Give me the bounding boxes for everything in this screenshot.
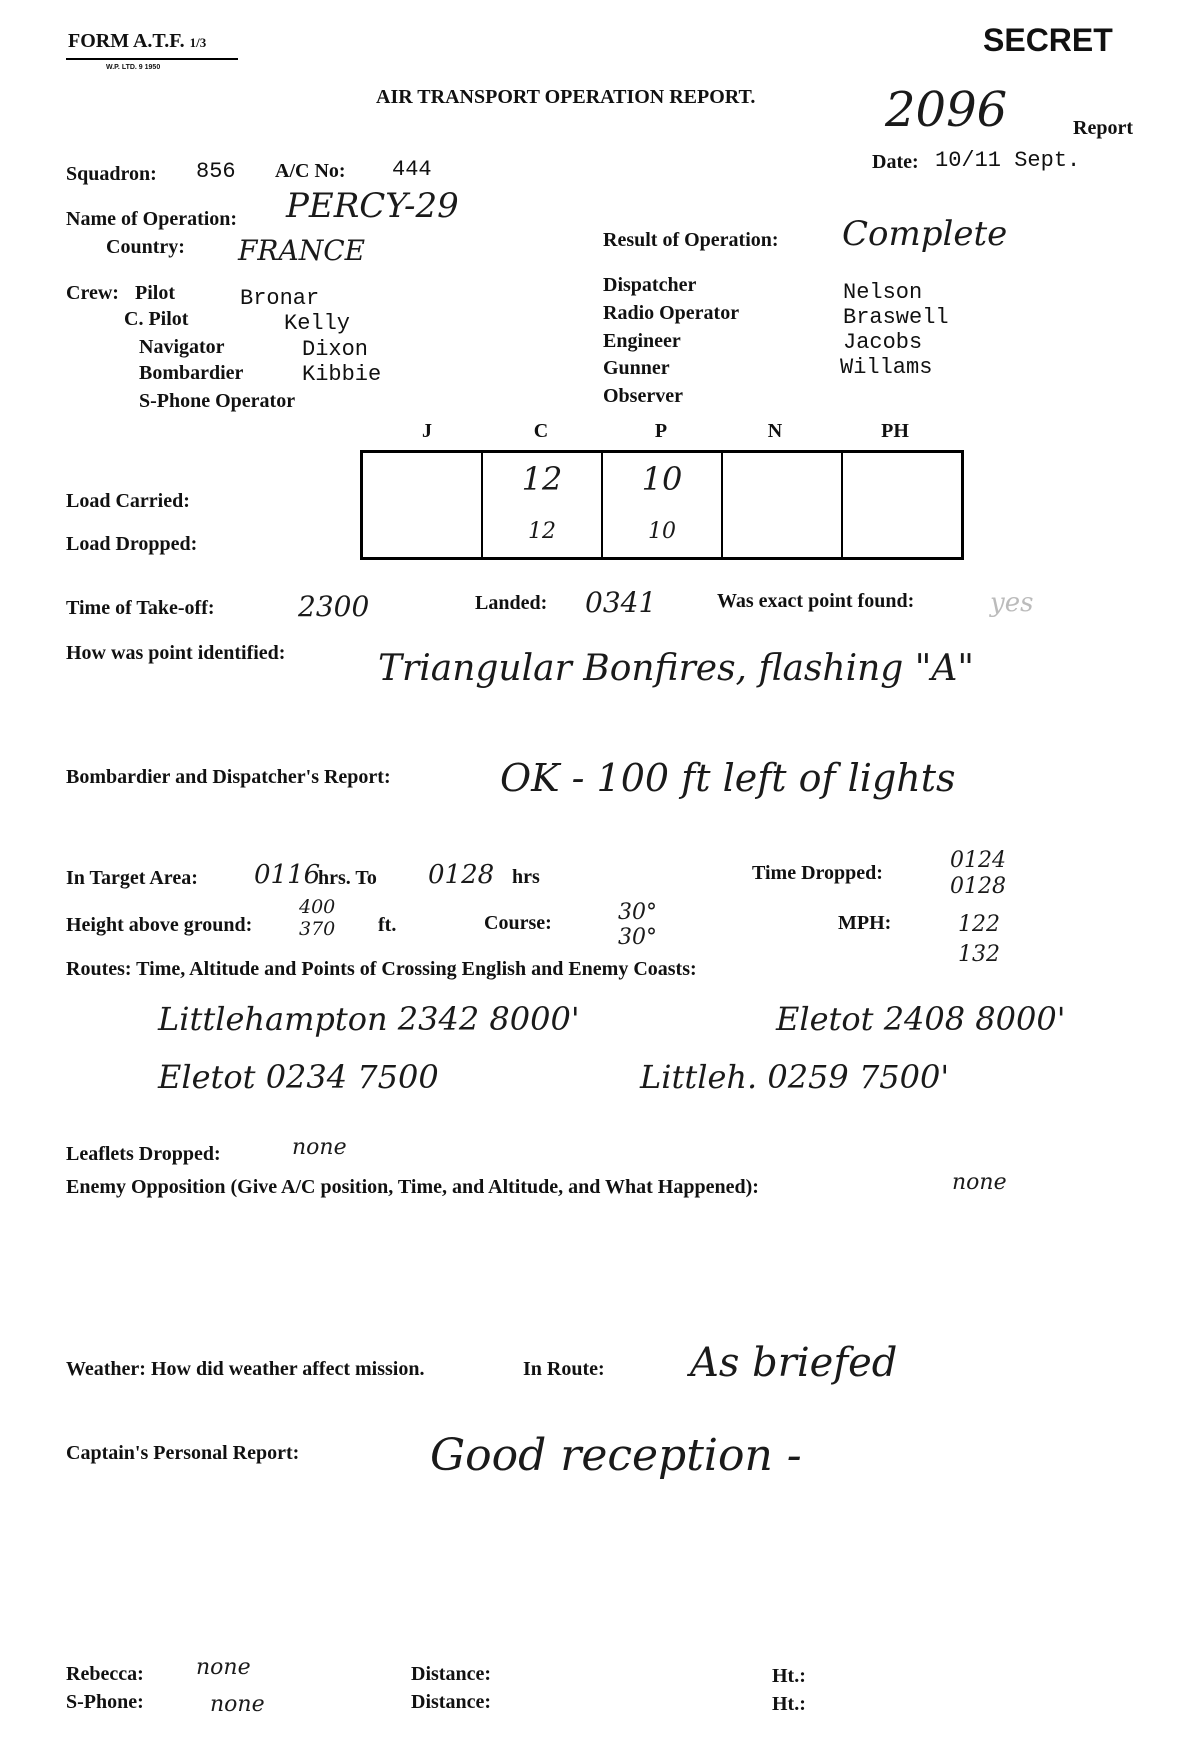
- course-value-2: 30°: [618, 925, 657, 950]
- mph-label: MPH:: [838, 912, 892, 934]
- date-label: Date:: [872, 151, 919, 173]
- captain-value: Good reception -: [430, 1430, 802, 1481]
- crew-name-gunner: Willams: [840, 355, 933, 380]
- load-dropped-n: [722, 505, 842, 559]
- course-label: Course:: [484, 912, 552, 934]
- crew-role-dispatcher: Dispatcher: [603, 274, 697, 296]
- height-unit: ft.: [378, 914, 397, 936]
- bombardier-report-label: Bombardier and Dispatcher's Report:: [66, 766, 391, 788]
- sphone-value: none: [210, 1692, 265, 1717]
- crew-role-engineer: Engineer: [603, 330, 681, 352]
- load-table: [360, 450, 964, 560]
- printer-mark: W.P. LTD. 9 1950: [106, 64, 161, 71]
- takeoff-label: Time of Take-off:: [66, 597, 215, 619]
- route-line-2b: Littleh. 0259 7500': [640, 1058, 950, 1096]
- load-carried-label: Load Carried:: [66, 490, 190, 512]
- load-col-ph: PH: [881, 420, 909, 442]
- route-line-2a: Eletot 0234 7500: [158, 1058, 439, 1096]
- route-line-1a: Littlehampton 2342 8000': [158, 1000, 580, 1038]
- target-area-from: 0116: [254, 860, 321, 890]
- form-fraction: 1/3: [189, 35, 207, 50]
- load-col-p: P: [654, 420, 668, 442]
- ac-no-value: 444: [392, 157, 432, 182]
- target-area-to: 0128: [428, 860, 495, 890]
- rebecca-distance-label: Distance:: [411, 1663, 491, 1685]
- crew-name-bombardier: Kibbie: [302, 362, 382, 387]
- exact-point-label: Was exact point found:: [717, 590, 915, 612]
- height-value-2: 370: [299, 918, 336, 940]
- form-code-underline: [66, 58, 238, 60]
- bombardier-report-value: OK - 100 ft left of lights: [500, 756, 956, 800]
- crew-role-sphone: S-Phone Operator: [139, 390, 296, 412]
- load-carried-j: [362, 452, 483, 506]
- crew-role-navigator: Navigator: [139, 336, 225, 358]
- load-carried-p: 10: [602, 452, 722, 506]
- squadron-value: 856: [196, 159, 236, 184]
- crew-name-engineer: Jacobs: [843, 330, 923, 355]
- time-dropped-label: Time Dropped:: [752, 862, 883, 884]
- point-identified-value: Triangular Bonfires, flashing "A": [378, 648, 974, 689]
- report-label: Report: [1073, 117, 1133, 139]
- leaflets-label: Leaflets Dropped:: [66, 1143, 221, 1165]
- routes-label: Routes: Time, Altitude and Points of Crossing English and Enemy Coasts:: [66, 958, 697, 980]
- crew-role-copilot: C. Pilot: [124, 308, 189, 330]
- captain-label: Captain's Personal Report:: [66, 1442, 300, 1464]
- target-area-hrs-to: hrs. To: [318, 867, 377, 889]
- load-dropped-c: 12: [482, 505, 602, 559]
- rebecca-label: Rebecca:: [66, 1663, 144, 1685]
- exact-point-value: yes: [990, 588, 1034, 618]
- weather-label: Weather: How did weather affect mission.: [66, 1358, 425, 1380]
- load-carried-c: 12: [482, 452, 602, 506]
- leaflets-value: none: [292, 1135, 347, 1160]
- load-carried-ph: [842, 452, 963, 506]
- form-code-text: FORM A.T.F.: [68, 30, 185, 52]
- rebecca-value: none: [196, 1655, 251, 1680]
- load-col-j: J: [422, 420, 432, 442]
- date-value: 10/11 Sept.: [935, 148, 1081, 173]
- sphone-ht-label: Ht.:: [772, 1693, 806, 1715]
- report-number: 2096: [885, 82, 1008, 138]
- point-identified-label: How was point identified:: [66, 642, 286, 664]
- form-code: [68, 30, 206, 53]
- load-col-n: N: [767, 420, 783, 442]
- weather-value: As briefed: [690, 1340, 898, 1386]
- squadron-label: Squadron:: [66, 163, 157, 185]
- landed-label: Landed:: [475, 592, 548, 614]
- crew-role-pilot: Pilot: [135, 282, 175, 304]
- sphone-distance-label: Distance:: [411, 1691, 491, 1713]
- takeoff-value: 2300: [298, 590, 370, 623]
- classification: SECRET: [983, 22, 1113, 58]
- load-dropped-row: [362, 505, 963, 559]
- time-dropped-1: 0124: [950, 848, 1006, 873]
- result-label: Result of Operation:: [603, 229, 779, 251]
- crew-name-navigator: Dixon: [302, 337, 369, 362]
- load-dropped-label: Load Dropped:: [66, 533, 198, 555]
- opposition-value: none: [952, 1170, 1007, 1195]
- weather-route-label: In Route:: [523, 1358, 605, 1380]
- target-area-hrs: hrs: [512, 866, 540, 888]
- height-value-1: 400: [299, 896, 336, 918]
- opposition-label: Enemy Opposition (Give A/C position, Time, and Altitude, and What Happened):: [66, 1176, 759, 1198]
- country-value: FRANCE: [238, 234, 366, 267]
- route-line-1b: Eletot 2408 8000': [776, 1000, 1066, 1038]
- ac-no-label: A/C No:: [275, 160, 346, 182]
- crew-role-observer: Observer: [603, 385, 683, 407]
- load-col-c: C: [533, 420, 549, 442]
- result-value: Complete: [842, 214, 1008, 254]
- load-dropped-ph: [842, 505, 963, 559]
- load-dropped-j: [362, 505, 483, 559]
- country-label: Country:: [106, 236, 185, 258]
- crew-name-dispatcher: Nelson: [843, 280, 923, 305]
- load-dropped-p: 10: [602, 505, 722, 559]
- load-carried-row: [362, 452, 963, 506]
- crew-role-radio: Radio Operator: [603, 302, 740, 324]
- landed-value: 0341: [585, 586, 657, 619]
- operation-value: PERCY-29: [286, 186, 459, 226]
- page-title: AIR TRANSPORT OPERATION REPORT.: [376, 86, 756, 108]
- mph-value-2: 132: [958, 942, 1000, 967]
- load-carried-n: [722, 452, 842, 506]
- crew-label: Crew:: [66, 282, 119, 304]
- crew-name-copilot: Kelly: [284, 311, 351, 336]
- height-label: Height above ground:: [66, 914, 253, 936]
- crew-role-bombardier: Bombardier: [139, 362, 244, 384]
- rebecca-ht-label: Ht.:: [772, 1665, 806, 1687]
- crew-name-radio: Braswell: [843, 305, 949, 330]
- crew-name-pilot: Bronar: [240, 286, 320, 311]
- time-dropped-2: 0128: [950, 874, 1006, 899]
- target-area-label: In Target Area:: [66, 867, 198, 889]
- course-value-1: 30°: [618, 900, 657, 925]
- sphone-label: S-Phone:: [66, 1691, 144, 1713]
- operation-label: Name of Operation:: [66, 208, 238, 230]
- crew-role-gunner: Gunner: [603, 357, 670, 379]
- mph-value-1: 122: [958, 912, 1000, 937]
